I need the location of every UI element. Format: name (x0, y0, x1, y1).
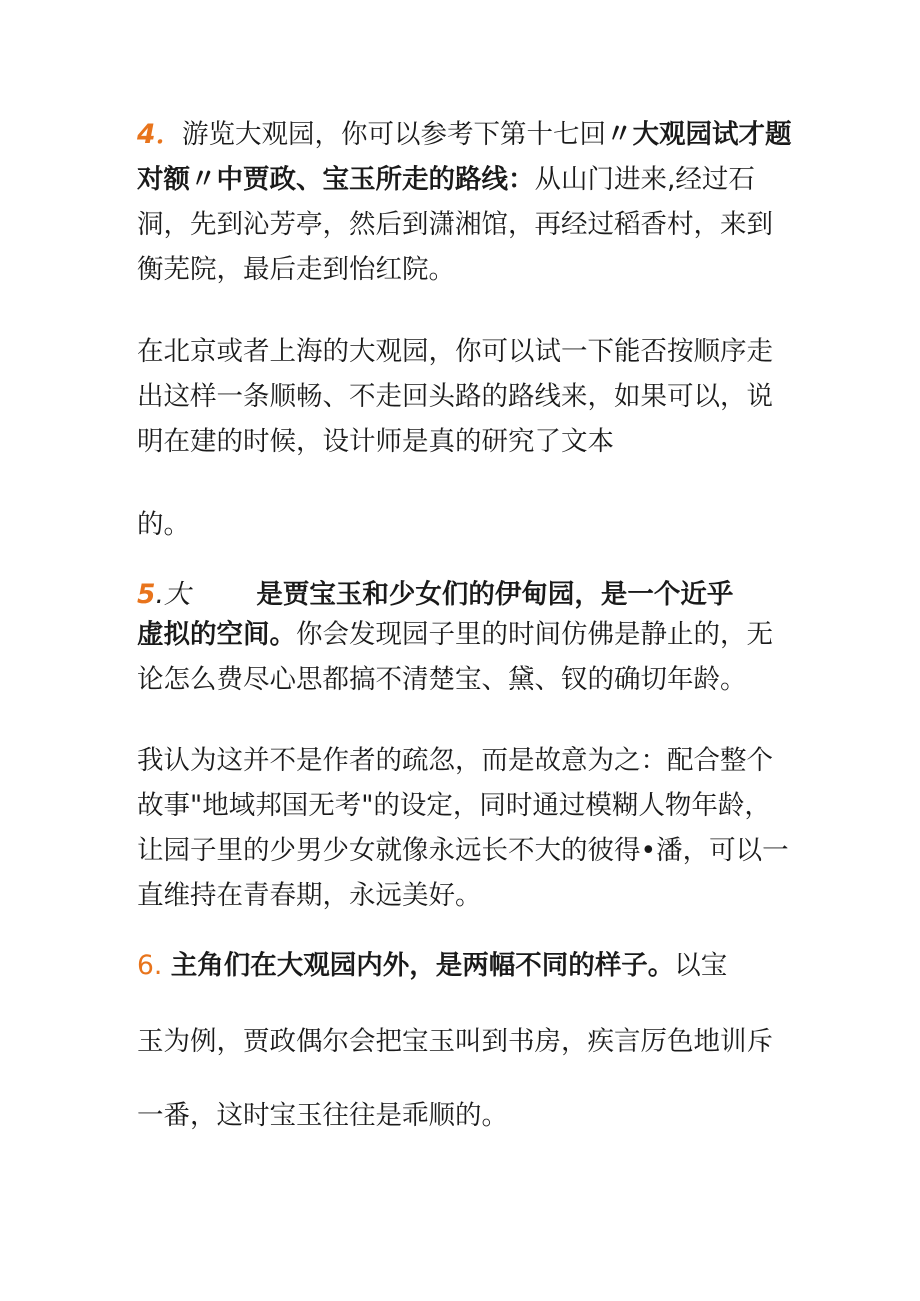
paragraph-4b-line-4 (137, 507, 190, 543)
paragraph-text: 衡芜院，最后走到怡红院。 (137, 254, 455, 285)
paragraph-5b-line-2 (137, 788, 771, 824)
paragraph-5-line-2 (137, 617, 773, 653)
paragraph-5b-line-4 (137, 878, 482, 914)
item-number-6: 6. (137, 950, 163, 981)
paragraph-5-line-3 (137, 662, 747, 698)
paragraph-5b-line-3 (137, 833, 789, 869)
paragraph-4b-line-2 (137, 379, 773, 415)
item-number-5: 5 (137, 579, 156, 610)
paragraph-text: 你会发现园子里的时间仿佛是静止的，无 (296, 619, 773, 650)
paragraph-text: 让园子里的少男少女就像永远长不大的彼得•潘，可以一 (137, 835, 789, 866)
paragraph-text: 游览大观园，你可以参考下第十七回 (181, 119, 606, 150)
paragraph-bold-text: 〃大观园试才题 (605, 119, 792, 150)
paragraph-text: 以宝 (674, 950, 728, 981)
paragraph-text: 明在建的时候，设计师是真的研究了文本 (137, 426, 614, 457)
paragraph-text: 故事"地域邦国无考"的设定，同时通过模糊人物年龄， (137, 790, 771, 821)
paragraph-4-line-4 (137, 252, 455, 288)
paragraph-5-line-1 (137, 577, 733, 613)
paragraph-text: 我认为这并不是作者的疏忽，而是故意为之：配合整个 (137, 745, 773, 776)
paragraph-6-line-1 (137, 948, 727, 984)
paragraph-4-line-2 (137, 162, 755, 198)
paragraph-4-line-1 (137, 117, 791, 153)
paragraph-text: 直维持在青春期，永远美好。 (137, 880, 482, 911)
paragraph-text: 在北京或者上海的大观园，你可以试一下能否按顺序走 (137, 336, 773, 367)
item-number-4: 4 (137, 119, 156, 150)
paragraph-bold-text: 虚拟的空间。 (137, 619, 296, 650)
paragraph-6-line-2 (137, 1024, 773, 1060)
paragraph-5b-line-1 (137, 743, 773, 779)
paragraph-text: .大 (155, 579, 191, 610)
paragraph-4b-line-3 (137, 424, 614, 460)
paragraph-text: 出这样一条顺畅、不走回头路的路线来，如果可以，说 (137, 381, 773, 412)
item-number-dot: ． (155, 119, 182, 150)
paragraph-text: 从山门进来,经过石 (534, 164, 755, 195)
paragraph-4b-line-1 (137, 334, 773, 370)
paragraph-text: 玉为例，贾政偶尔会把宝玉叫到书房，疾言厉色地训斥 (137, 1026, 773, 1057)
paragraph-bold-text: 主角们在大观园内外，是两幅不同的样子。 (170, 950, 675, 981)
paragraph-6-line-3 (137, 1098, 508, 1134)
paragraph-text: 洞，先到沁芳亭，然后到潇湘馆，再经过稻香村，来到 (137, 209, 773, 240)
paragraph-text: 的。 (137, 509, 190, 540)
paragraph-text: 一番，这时宝玉往往是乖顺的。 (137, 1100, 508, 1131)
paragraph-bold-text: 是贾宝玉和少女们的伊甸园，是一个近乎 (256, 579, 734, 610)
paragraph-4-line-3 (137, 207, 773, 243)
paragraph-text: 论怎么费尽心思都搞不清楚宝、黛、钗的确切年龄。 (137, 664, 747, 695)
paragraph-bold-text: 对额〃中贾政、宝玉所走的路线： (137, 164, 535, 195)
